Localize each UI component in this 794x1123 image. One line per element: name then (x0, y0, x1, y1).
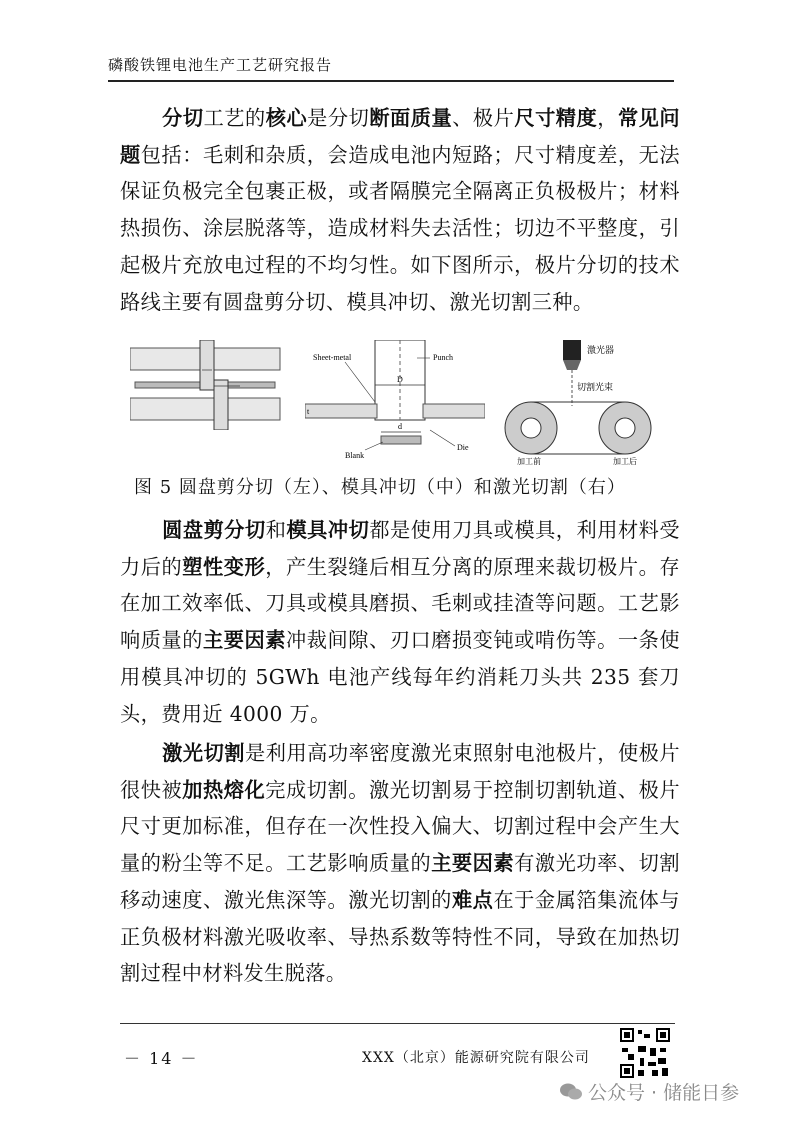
header-rule (108, 80, 674, 82)
bold-term: 加热熔化 (182, 777, 266, 802)
bold-term: 常见问题 (120, 106, 680, 167)
paragraph-mechanical-cutting (120, 512, 680, 732)
disc-shear-diagram (130, 340, 285, 430)
t-label: t (307, 407, 310, 416)
bold-term: 主要因素 (431, 851, 515, 876)
page-number: － 14 － (124, 1049, 199, 1068)
bold-term: 塑性变形 (182, 554, 266, 579)
text: ， (597, 106, 618, 130)
bold-term: 难点 (451, 887, 494, 912)
text: 是分切 (307, 106, 370, 130)
running-header: 磷酸铁锂电池生产工艺研究报告 (108, 56, 333, 74)
text: 和 (265, 518, 287, 542)
punch-label: Punch (433, 353, 453, 362)
text: ，产生裂缝后相互分离的原理来裁切极片。存在加工效率低、刀具或模具磨损、毛刺或挂渣等问题。工艺影响质量的 (120, 554, 680, 653)
d-upper-label: D (397, 375, 403, 384)
bold-term: 圆盘剪分切 (162, 518, 266, 542)
laser-cut-diagram (503, 340, 668, 465)
wechat-icon (560, 1083, 582, 1101)
text: 工艺的 (203, 106, 266, 130)
d-lower-label: d (398, 422, 402, 431)
figure-caption: 图 5 圆盘剪分切（左）、模具冲切（中）和激光切割（右） (134, 477, 626, 498)
bold-term: 主要因素 (202, 628, 286, 653)
bold-term: 分切 (162, 106, 204, 130)
text: 包括：毛刺和杂质，会造成电池内短路；尺寸精度差，无法保证负极完全包裹正极，或者隔膜完全隔离正负极极片；材料热损伤、涂层脱落等，造成材料失去活性；切边不平整度，引起极片充放电过程的不均匀性。如下图所示，极片分切的技术路线主要有圆盘剪分切、模具冲切、激光切割三种。 (120, 142, 680, 314)
text: 完成切割。激光切割易于控制切割轨道、极片尺寸更加标准，但存在一次性投入偏大、切割过程中会产生大量的粉尘等不足。工艺影响质量的 (120, 777, 680, 876)
bold-term: 尺寸精度 (514, 106, 598, 130)
text: 冲裁间隙、刃口磨损变钝或啃伤等。一条使用模具冲切的 5GWh 电池产线每年约消耗刀头共 235 套刀头，费用近 4000 万。 (120, 628, 680, 726)
after-label: 加工后 (613, 457, 637, 465)
figure-5 (125, 340, 670, 470)
laser-label: 激光器 (587, 346, 615, 356)
die-punch-diagram (305, 340, 485, 465)
die-label: Die (457, 443, 469, 452)
text: 都是使用刀具或模具，利用材料受力后的 (120, 518, 680, 579)
text: 在于金属箔集流体与正负极材料激光吸收率、导热系数等特性不同，导致在加热切割过程中材料发生脱落。 (120, 887, 680, 986)
bold-term: 核心 (265, 106, 308, 130)
text: 有激光功率、切割移动速度、激光焦深等。激光切割的 (120, 851, 680, 912)
watermark-text: 公众号 · 储能日参 (588, 1082, 740, 1104)
qr-code-icon (620, 1028, 670, 1078)
paragraph-laser-cutting (120, 735, 680, 992)
bold-term: 激光切割 (162, 741, 246, 765)
paragraph-slitting (120, 100, 680, 320)
beam-label: 切割光束 (577, 383, 614, 393)
bold-term: 模具冲切 (286, 518, 370, 542)
company-name: XXX（北京）能源研究院有限公司 (362, 1050, 590, 1066)
text: 是利用高功率密度激光束照射电池极片，使极片很快被 (120, 741, 680, 802)
before-label: 加工前 (517, 457, 541, 465)
bold-term: 断面质量 (369, 106, 453, 130)
sheet-metal-label: Sheet-metal (313, 353, 352, 362)
text: 、极片 (452, 106, 515, 130)
watermark (560, 1078, 739, 1105)
footer-rule (120, 1023, 675, 1024)
blank-label: Blank (345, 451, 365, 460)
